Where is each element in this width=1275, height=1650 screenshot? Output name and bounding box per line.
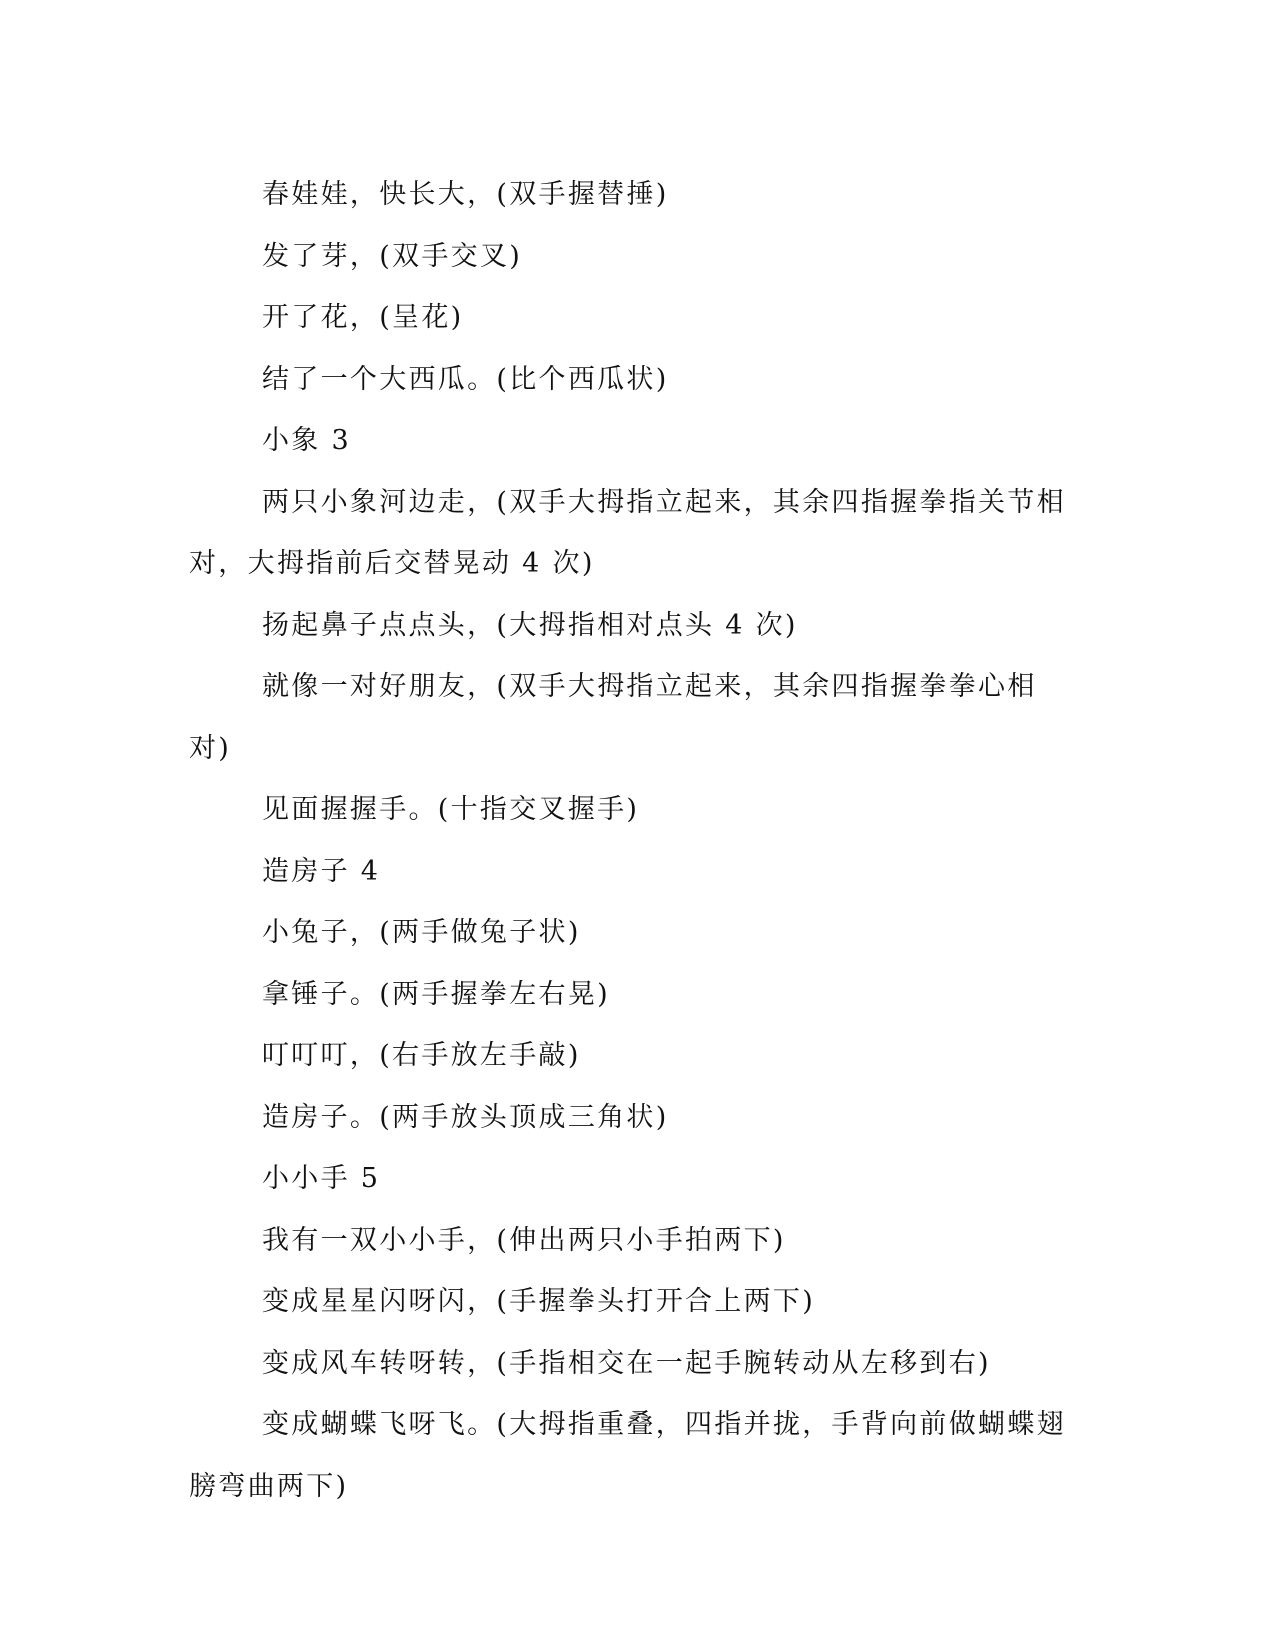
paragraph: 变成蝴蝶飞呀飞。(大拇指重叠，四指并拢，手背向前做蝴蝶翅膀弯曲两下) xyxy=(189,1409,1066,1502)
paragraph: 见面握握手。(十指交叉握手) xyxy=(262,794,640,825)
paragraph: 两只小象河边走，(双手大拇指立起来，其余四指握拳指关节相对，大拇指前后交替晃动 4 次) xyxy=(189,486,1066,579)
paragraph: 扬起鼻子点点头，(大拇指相对点头 4 次) xyxy=(262,609,798,641)
section-heading: 小象 3 xyxy=(262,425,351,456)
section-heading: 小小手 5 xyxy=(262,1163,381,1194)
paragraph: 我有一双小小手，(伸出两只小手拍两下) xyxy=(262,1224,786,1256)
section-heading: 造房子 4 xyxy=(262,855,381,887)
paragraph: 就像一对好朋友，(双手大拇指立起来，其余四指握拳拳心相对) xyxy=(189,671,1037,764)
document-body xyxy=(189,164,1069,1517)
paragraph: 结了一个大西瓜。(比个西瓜状) xyxy=(262,363,669,395)
paragraph: 春娃娃，快长大，(双手握替捶) xyxy=(262,179,669,210)
paragraph: 拿锤子。(两手握拳左右晃) xyxy=(262,978,610,1010)
paragraph: 发了芽，(双手交叉) xyxy=(262,240,523,272)
paragraph: 变成星星闪呀闪，(手握拳头打开合上两下) xyxy=(262,1286,816,1317)
paragraph: 开了花，(呈花) xyxy=(262,302,464,333)
paragraph: 造房子。(两手放头顶成三角状) xyxy=(262,1101,669,1133)
paragraph: 变成风车转呀转，(手指相交在一起手腕转动从左移到右) xyxy=(262,1347,991,1379)
paragraph: 小兔子，(两手做兔子状) xyxy=(262,917,581,948)
paragraph: 叮叮叮，(右手放左手敲) xyxy=(262,1040,581,1071)
